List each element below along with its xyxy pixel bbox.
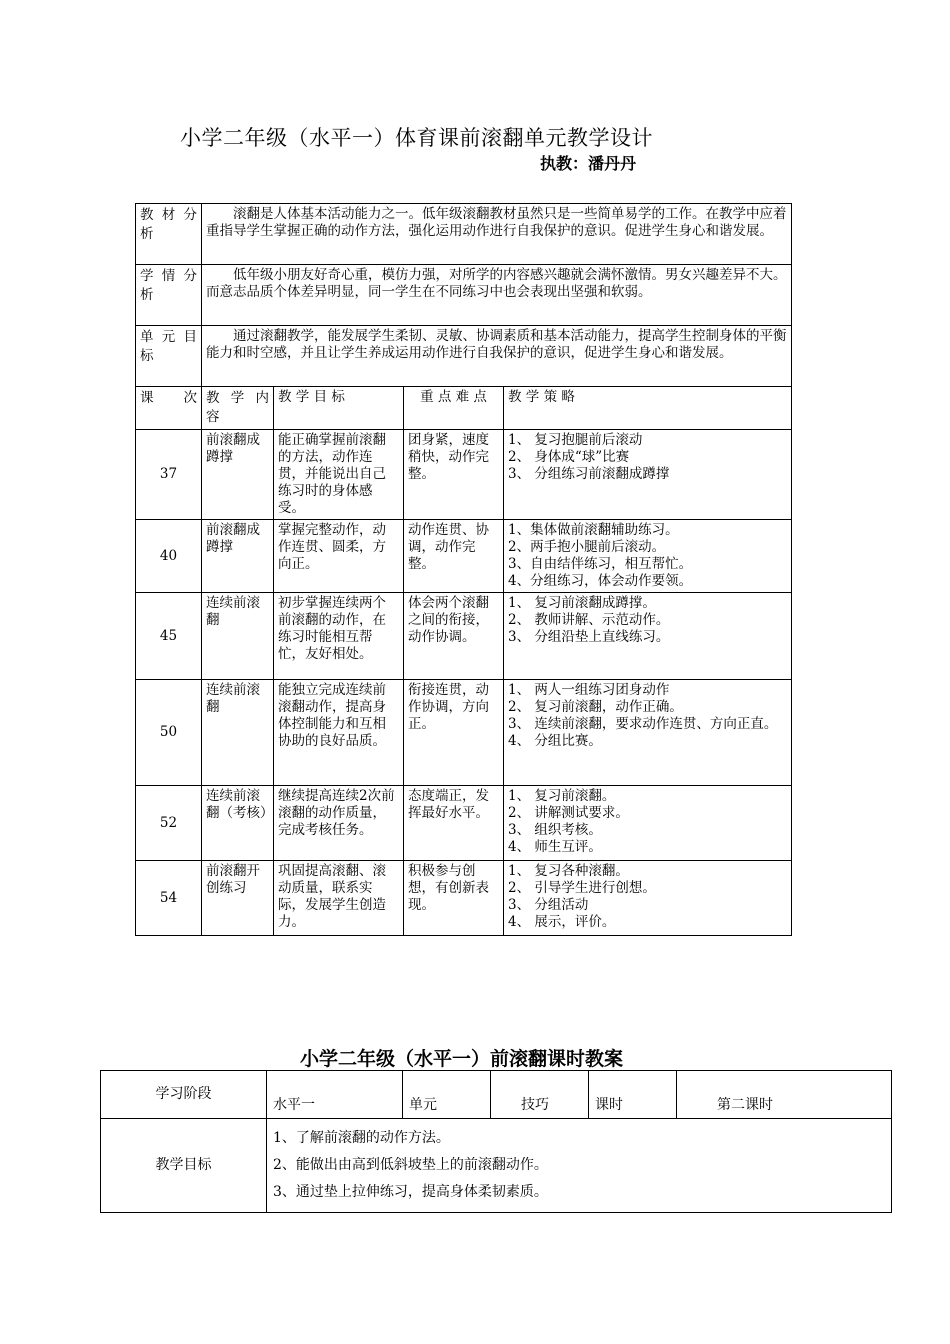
- lesson-focus: 积极参与创想，有创新表现。: [404, 861, 504, 936]
- strategy-item: 4、分组练习，体会动作要领。: [508, 573, 693, 589]
- lesson-number: 52: [136, 786, 202, 861]
- lesson-objective: 继续提高连续2次前滚翻的动作质量，完成考核任务。: [274, 786, 404, 861]
- teaching-goal-label: 教学目标: [101, 1119, 267, 1213]
- lesson-row: [136, 520, 792, 593]
- strategy-item: 1、 复习前滚翻成蹲撑。: [508, 595, 656, 611]
- stage-value: 水平一: [267, 1071, 403, 1119]
- lesson-objective: 初步掌握连续两个前滚翻的动作，在练习时能相互帮忙，友好相处。: [274, 593, 404, 680]
- strategy-item: 2、两手抱小腿前后滚动。: [508, 539, 666, 555]
- strategy-item: 2、 复习前滚翻，动作正确。: [508, 699, 683, 715]
- strategy-item: 3、 分组沿垫上直线练习。: [508, 629, 670, 645]
- lesson-number: 54: [136, 861, 202, 936]
- lesson-content: 前滚翻成蹲撑: [202, 520, 274, 593]
- lesson-focus: 态度端正，发挥最好水平。: [404, 786, 504, 861]
- lesson-strategy: [504, 680, 792, 786]
- material-label: 教 材 分 析: [136, 204, 202, 265]
- strategy-item: 3、 组织考核。: [508, 822, 602, 838]
- lesson-objective: 能正确掌握前滚翻的方法，动作连贯，并能说出自己练习时的身体感受。: [274, 430, 404, 520]
- student-row: [136, 265, 792, 326]
- lesson-plan-title: 小学二年级（水平一）前滚翻课时教案: [300, 1048, 624, 1070]
- col-objective-header: 教 学 目 标: [274, 387, 404, 430]
- unit-design-table: [135, 203, 792, 936]
- col-strategy-header: 教 学 策 略: [504, 387, 792, 430]
- lesson-focus: 动作连贯、协调，动作完整。: [404, 520, 504, 593]
- goal-text: 通过滚翻教学，能发展学生柔韧、灵敏、协调素质和基本活动能力，提高学生控制身体的平衡能力和时空感，并且让学生养成运用动作进行自我保护的意识，促进学生身心和谐发展。: [202, 326, 792, 387]
- strategy-item: 3、 分组练习前滚翻成蹲撑: [508, 466, 670, 482]
- goal-row: [136, 326, 792, 387]
- col-content-header: 教 学 内 容: [202, 387, 274, 430]
- strategy-item: 4、 分组比赛。: [508, 733, 602, 749]
- lesson-row: [136, 680, 792, 786]
- period-label: 课时: [589, 1071, 677, 1119]
- strategy-item: 2、 引导学生进行创想。: [508, 880, 656, 896]
- lesson-plan-table: [100, 1070, 892, 1213]
- strategy-item: 1、 复习抱腿前后滚动: [508, 432, 643, 448]
- author-line: 执教：潘丹丹: [540, 154, 637, 173]
- lesson-strategy: [504, 593, 792, 680]
- lesson-row: [136, 861, 792, 936]
- strategy-item: 1、 两人一组练习团身动作: [508, 682, 670, 698]
- strategy-item: 4、 展示，评价。: [508, 914, 616, 930]
- teaching-goal-item: 3、通过垫上拉伸练习，提高身体柔韧素质。: [273, 1184, 548, 1200]
- strategy-item: 2、 身体成“球”比赛: [508, 449, 630, 465]
- lesson-content: 连续前滚翻（考核）: [202, 786, 274, 861]
- unit-value: 技巧: [491, 1071, 589, 1119]
- lesson-strategy: [504, 861, 792, 936]
- material-text: 滚翻是人体基本活动能力之一。低年级滚翻教材虽然只是一些简单易学的工作。在教学中应着重指导学生掌握正确的动作方法，强化运用动作进行自我保护的意识。促进学生身心和谐发展。: [202, 204, 792, 265]
- lesson-row: [136, 593, 792, 680]
- lesson-strategy: [504, 430, 792, 520]
- lesson-content: 连续前滚翻: [202, 593, 274, 680]
- teaching-goal-item: 1、了解前滚翻的动作方法。: [273, 1130, 450, 1146]
- strategy-item: 3、自由结伴练习，相互帮忙。: [508, 556, 693, 572]
- teaching-goal-list: [267, 1119, 892, 1213]
- goal-label: 单 元 目 标: [136, 326, 202, 387]
- lesson-content: 连续前滚翻: [202, 680, 274, 786]
- strategy-item: 1、 复习前滚翻。: [508, 788, 616, 804]
- lesson-strategy: [504, 520, 792, 593]
- lesson-row: [136, 786, 792, 861]
- col-focus-header: 重 点 难 点: [404, 387, 504, 430]
- document-title: 小学二年级（水平一）体育课前滚翻单元教学设计: [180, 126, 653, 150]
- stage-row: [101, 1071, 892, 1119]
- lesson-focus: 团身紧，速度稍快，动作完整。: [404, 430, 504, 520]
- strategy-item: 3、 连续前滚翻，要求动作连贯、方向正直。: [508, 716, 778, 732]
- lesson-objective: 能独立完成连续前滚翻动作，提高身体控制能力和互相协助的良好品质。: [274, 680, 404, 786]
- lesson-objective: 巩固提高滚翻、滚动质量，联系实际，发展学生创造力。: [274, 861, 404, 936]
- strategy-item: 3、 分组活动: [508, 897, 589, 913]
- period-value: 第二课时: [677, 1071, 892, 1119]
- student-label: 学 情 分 析: [136, 265, 202, 326]
- strategy-item: 4、 师生互评。: [508, 839, 602, 855]
- lesson-content: 前滚翻开创练习: [202, 861, 274, 936]
- lesson-number: 50: [136, 680, 202, 786]
- student-text: 低年级小朋友好奇心重，模仿力强，对所学的内容感兴趣就会满怀激情。男女兴趣差异不大。而意志品质个体差异明显，同一学生在不同练习中也会表现出坚强和软弱。: [202, 265, 792, 326]
- lesson-focus: 衔接连贯，动作协调，方向正。: [404, 680, 504, 786]
- lesson-focus: 体会两个滚翻之间的衔接，动作协调。: [404, 593, 504, 680]
- teaching-goal-row: [101, 1119, 892, 1213]
- material-row: [136, 204, 792, 265]
- stage-label: 学习阶段: [101, 1071, 267, 1119]
- lesson-row: [136, 430, 792, 520]
- lesson-objective: 掌握完整动作，动作连贯、圆柔，方向正。: [274, 520, 404, 593]
- col-lesson-header: 课 次: [136, 387, 202, 430]
- lesson-strategy: [504, 786, 792, 861]
- teaching-goal-item: 2、能做出由高到低斜坡垫上的前滚翻动作。: [273, 1157, 548, 1173]
- column-header-row: [136, 387, 792, 430]
- strategy-item: 2、 讲解测试要求。: [508, 805, 629, 821]
- strategy-item: 1、 复习各种滚翻。: [508, 863, 629, 879]
- lesson-number: 37: [136, 430, 202, 520]
- unit-label: 单元: [403, 1071, 491, 1119]
- lesson-content: 前滚翻成蹲撑: [202, 430, 274, 520]
- lesson-number: 40: [136, 520, 202, 593]
- strategy-item: 1、集体做前滚翻辅助练习。: [508, 522, 679, 538]
- lesson-number: 45: [136, 593, 202, 680]
- strategy-item: 2、 教师讲解、示范动作。: [508, 612, 670, 628]
